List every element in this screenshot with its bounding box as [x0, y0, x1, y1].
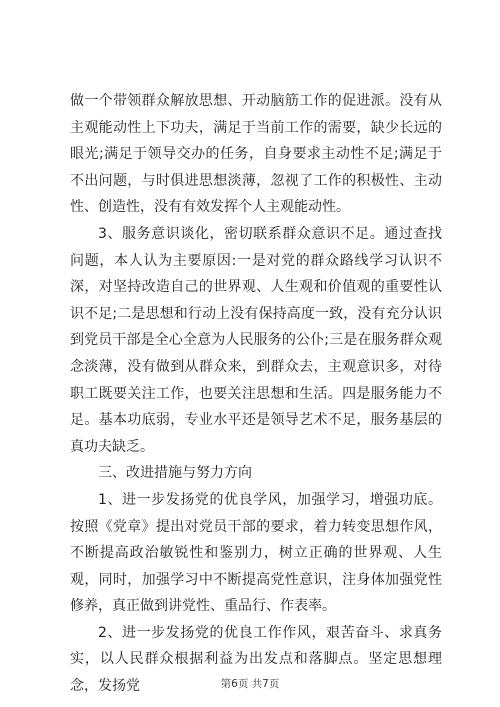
paragraph-study-style: 1、进一步发扬党的优良学风，加强学习，增强功底。按照《党章》提出对党员干部的要求，着力转变思想作风，不断提高政治敏锐性和鉴别力，树立正确的世界观、人生观，同时，加强学习中不断提高党性意识，注身体加强党性修养，真正做到讲党性、重品行、作表率。	[70, 491, 442, 615]
document-body	[70, 88, 442, 700]
paragraph-continuation: 做一个带领群众解放思想、开动脑筋工作的促进派。没有从主观能动性上下功夫，满足于当前工作的需要，缺少长远的眼光;满足于领导交办的任务，自身要求主动性不足;满足于不出问题，与时俱进思想淡薄，忽视了工作的积极性、主动性、创造性，没有有效发挥个人主观能动性。	[70, 93, 442, 216]
section-heading-improvement-measures: 三、改进措施与努力方向	[98, 465, 252, 482]
paragraph-service-awareness: 3、服务意识谈化，密切联系群众意识不足。通过查找问题，本人认为主要原因:一是对党的群众路线学习认识不深，对坚持改造自己的世界观、人生观和价值观的重要性认识不足;二是思想和行动上没有保持高度一致，没有充分认识到党员干部是全心全意为人民服务的公仆;三是在服务群众观念淡薄，没有做到从群众来，到群众去，主观意识多，对待职工既要关注工作，也要关注思想和生活。四是服务能力不足。基本功底弱，专业水平还是领导艺术不足，服务基层的真功夫缺乏。	[70, 225, 442, 455]
paragraph-work-style: 2、进一步发扬党的优良工作作风，艰苦奋斗、求真务实，以人民群众根据利益为出发点和落脚点。坚定思想理念，发扬党	[70, 624, 442, 695]
page-number-footer: 第6页 共7页	[220, 678, 280, 690]
